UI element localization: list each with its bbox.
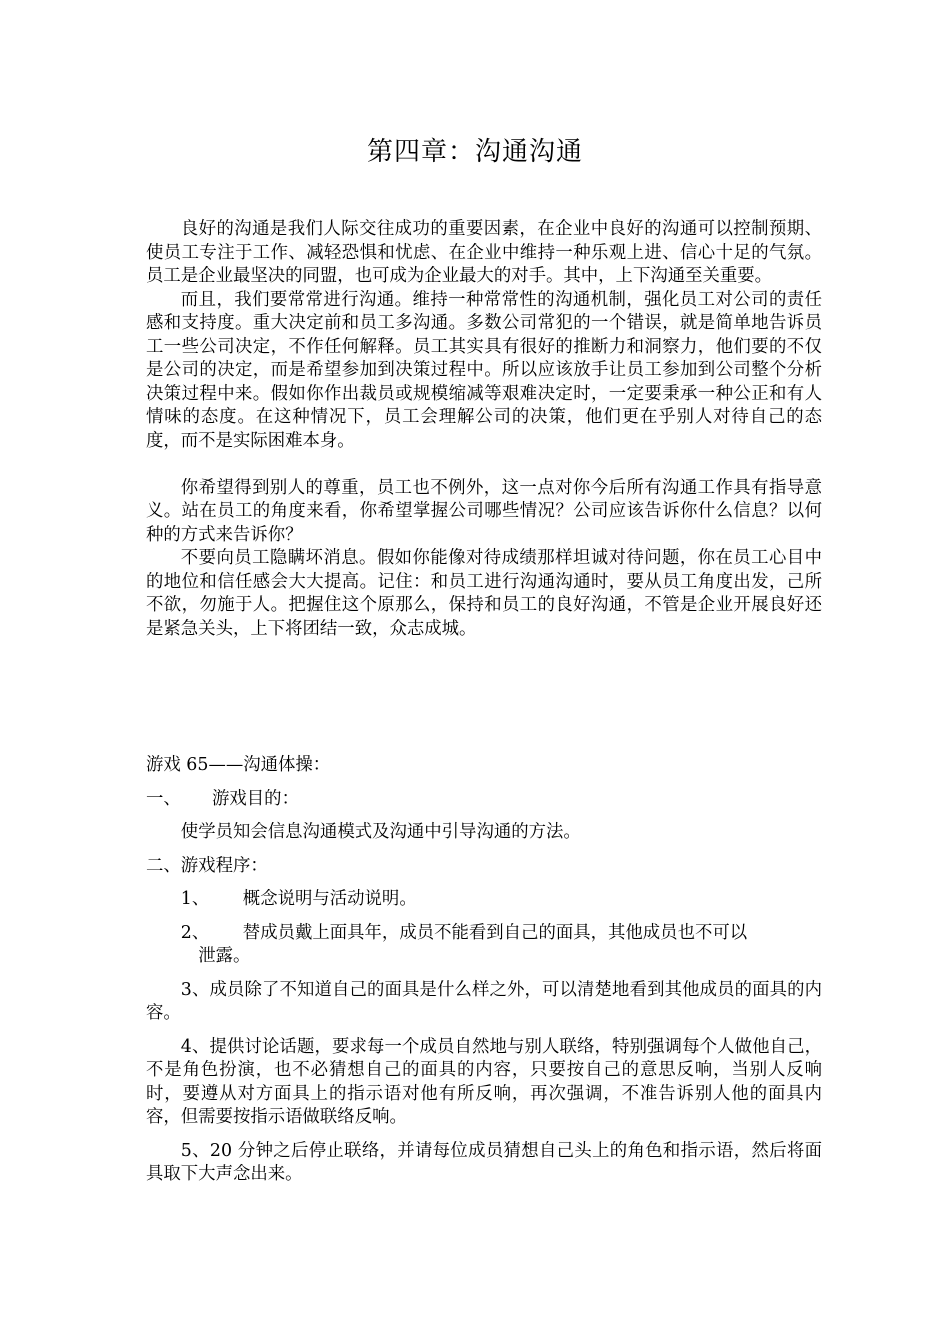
procedure-step-3: 3、成员除了不知道自己的面具是什么样之外，可以清楚地看到其他成员的面具的内容。 [146,979,822,1023]
procedure-step-5: 5、20 分钟之后停止联络，并请每位成员猜想自己头上的角色和指示语，然后将面具取下大声念出来。 [146,1140,822,1184]
procedure-step-1 [146,888,822,912]
game-title: 游戏 65——沟通体操： [146,755,331,775]
section-purpose-heading [146,788,822,812]
game-purpose: 使学员知会信息沟通模式及沟通中引导沟通的方法。 [180,822,581,842]
procedure-step-2 [146,922,822,969]
paragraph-2: 而且，我们要常常进行沟通。维持一种常常性的沟通机制，强化员工对公司的责任感和支持度。重大决定前和员工多沟通。多数公司常犯的一个错误，就是简单地告诉员工一些公司决定，不作任何解释。员工其实具有很好的推断力和洞察力，他们要的不仅是公司的决定，而是希望参加到决策过程中。所以应该放手让员工参加到公司整个分析决策过程中来。假如你作出裁员或规模缩减等艰难决定时，一定要秉承一种公正和有人情味的态度。在这种情况下，员工会理解公司的决策，他们更在乎别人对待自己的态度，而不是实际困难本身。 [146,289,822,451]
section-label: 游戏目的： [212,788,299,809]
step-number: 2、 [180,922,210,943]
paragraph-1: 良好的沟通是我们人际交往成功的重要因素，在企业中良好的沟通可以控制预期、使员工专注于工作、减轻恐惧和忧虑、在企业中维持一种乐观上进、信心十足的气氛。员工是企业最坚决的同盟，也可成为企业最大的对手。其中，上下沟通至关重要。 [146,219,822,286]
step-text-continued: 泄露。 [198,946,251,966]
step-number: 1、 [180,889,210,909]
chapter-title: 第四章：沟通沟通 [366,137,583,167]
procedure-step-4: 4、提供讨论话题，要求每一个成员自然地与别人联络，特别强调每个人做他自己，不是角色扮演，也不必猜想自己的面具的内容，只要按自己的意思反响，当别人反响时，要遵从对方面具上的指示语对他有所反响，再次强调，不准告诉别人他的面具内容，但需要按指示语做联络反响。 [146,1036,822,1127]
paragraph-4: 不要向员工隐瞒坏消息。假如你能像对待成绩那样坦诚对待问题，你在员工心目中的地位和信任感会大大提高。记住：和员工进行沟通沟通时，要从员工角度出发，己所不欲，勿施于人。把握住这个原那么，保持和员工的良好沟通，不管是企业开展良好还是紧急关头，上下将团结一致，众志成城。 [146,548,822,639]
paragraph-3: 你希望得到别人的尊重，员工也不例外，这一点对你今后所有沟通工作具有指导意义。站在员工的角度来看，你希望掌握公司哪些情况？公司应该告诉你什么信息？以何种的方式来告诉你？ [146,477,822,545]
step-text: 概念说明与活动说明。 [242,889,417,909]
game-section [146,754,822,1187]
step-text: 替成员戴上面具年，成员不能看到自己的面具，其他成员也不可以 [242,922,748,943]
section-number: 一、 [146,788,181,809]
intro-body [146,218,822,641]
section-procedure-heading: 二、游戏程序： [146,855,268,876]
